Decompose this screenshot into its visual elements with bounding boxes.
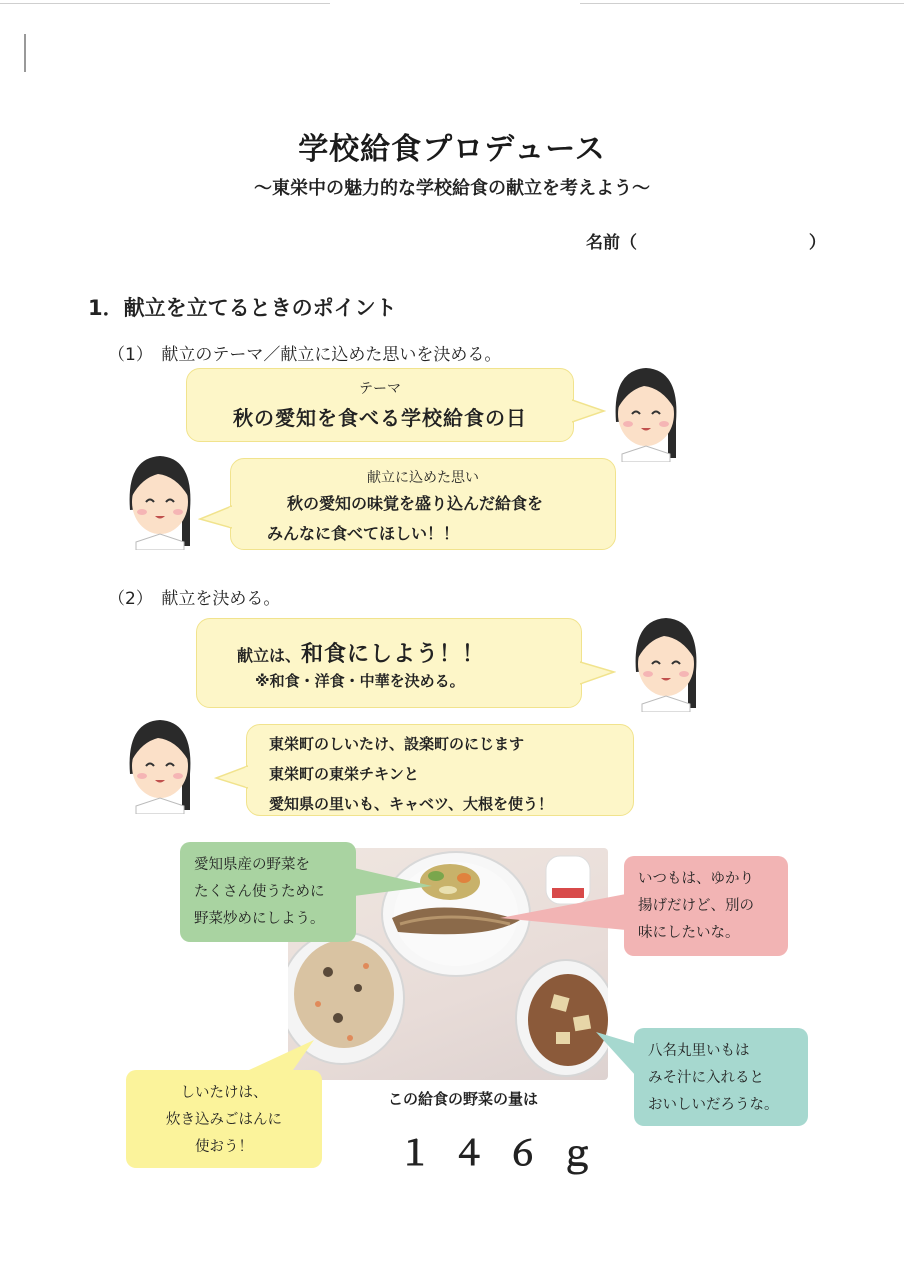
scan-top-line-left	[0, 3, 330, 4]
theme-bubble	[186, 368, 574, 442]
teacher-face-icon	[120, 714, 198, 814]
name-label: 名前（	[586, 233, 637, 253]
teacher-face-icon	[120, 450, 198, 550]
note-green-pointer	[354, 866, 434, 906]
theme-text: 秋の愛知を食べる学校給食の日	[233, 406, 527, 430]
ingredients-bubble-tail	[214, 764, 248, 790]
teacher-face-icon	[626, 612, 704, 712]
menu-bubble-tail	[580, 660, 616, 686]
thought-label: 献立に込めた思い	[367, 470, 479, 486]
note-pink-line-1: いつもは、ゆかり	[638, 871, 754, 887]
menu-note: ※和食・洋食・中華を決める。	[255, 672, 465, 690]
ingredients-line-1: 東栄町のしいたけ、設楽町のにじます	[269, 735, 525, 753]
note-pink	[624, 856, 788, 956]
note-pink-line-3: 味にしたいな。	[638, 925, 740, 941]
section-heading: 1．献立を立てるときのポイント	[88, 296, 397, 320]
note-yellow	[126, 1070, 322, 1168]
step-2-text: （2） 献立を決める。	[108, 589, 281, 609]
theme-label: テーマ	[359, 381, 401, 397]
scan-edge-mark	[24, 34, 26, 72]
note-yellow-pointer	[236, 1040, 316, 1080]
page-subtitle: ～東栄中の魅力的な学校給食の献立を考えよう～	[254, 178, 650, 199]
note-yellow-line-1: しいたけは、	[180, 1085, 268, 1101]
note-teal-pointer	[596, 1030, 636, 1080]
note-pink-line-2: 揚げだけど、別の	[638, 898, 754, 914]
note-green	[180, 842, 356, 942]
note-teal-line-1: 八名丸里いもは	[648, 1043, 750, 1059]
note-yellow-line-2: 炊き込みごはんに	[166, 1112, 282, 1128]
teacher-face-icon	[606, 362, 684, 462]
scan-top-line-right	[580, 3, 904, 4]
name-field	[586, 228, 826, 253]
name-close: ）	[808, 233, 826, 253]
note-teal-line-2: みそ汁に入れると	[648, 1070, 764, 1086]
note-green-line-3: 野菜炒めにしよう。	[194, 911, 325, 927]
thought-bubble-tail	[198, 504, 232, 530]
theme-bubble-tail	[572, 398, 606, 424]
menu-bubble	[196, 618, 582, 708]
thought-line-2: みんなに食べてほしい！！	[267, 524, 460, 543]
ingredients-line-3: 愛知県の里いも、キャベツ、大根を使う！	[269, 795, 553, 813]
page-title: 学校給食プロデュース	[298, 132, 606, 167]
note-pink-pointer	[500, 890, 626, 936]
vegetable-amount-label: この給食の野菜の量は	[388, 1090, 539, 1108]
menu-main: 和食にしよう！！	[301, 642, 486, 667]
note-green-line-2: たくさん使うために	[194, 884, 325, 900]
ingredients-line-2: 東栄町の東栄チキンと	[269, 765, 419, 783]
step-1-text: （1） 献立のテーマ／献立に込めた思いを決める。	[108, 345, 502, 365]
note-green-line-1: 愛知県産の野菜を	[194, 857, 310, 873]
note-teal	[634, 1028, 808, 1126]
note-teal-line-3: おいしいだろうな。	[648, 1097, 779, 1113]
thought-bubble	[230, 458, 616, 550]
thought-line-1: 秋の愛知の味覚を盛り込んだ給食を	[287, 494, 544, 513]
menu-prefix: 献立は、	[237, 646, 302, 665]
vegetable-amount-value: １４６ｇ	[398, 1134, 614, 1174]
note-yellow-line-3: 使おう！	[195, 1139, 253, 1155]
ingredients-bubble	[246, 724, 634, 816]
